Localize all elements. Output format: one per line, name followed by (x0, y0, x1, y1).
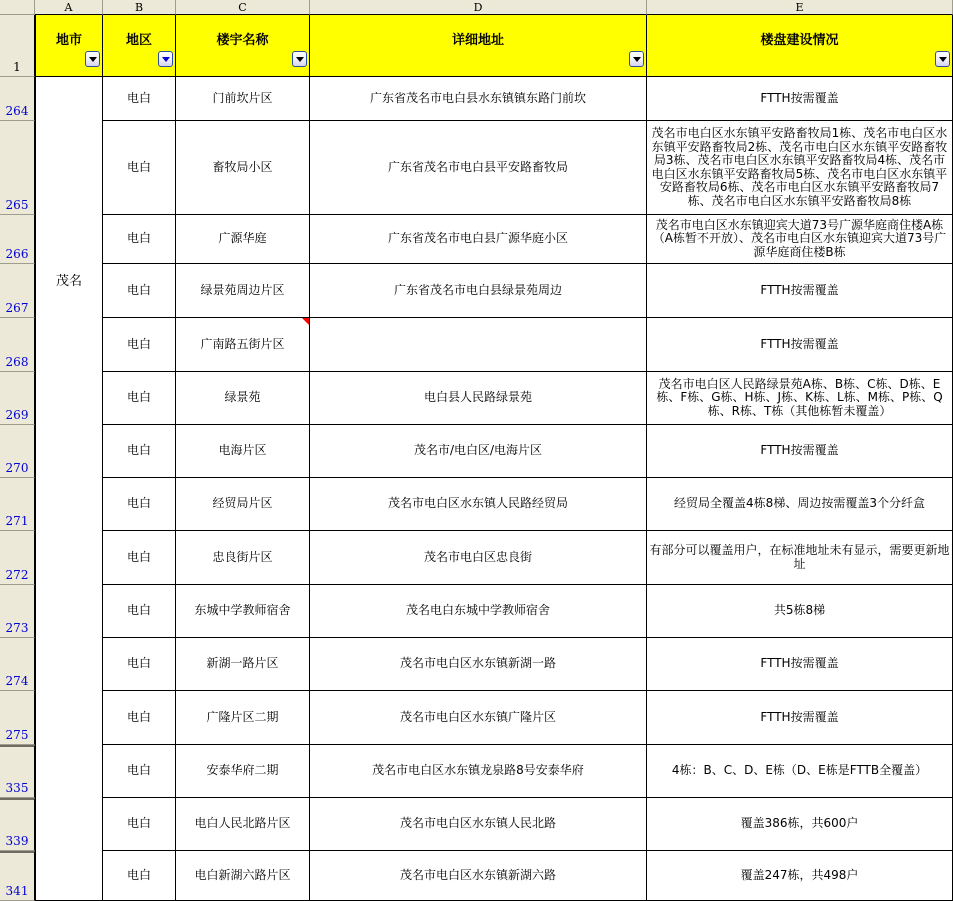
row-number[interactable]: 272 (0, 531, 35, 585)
filter-arrow-icon (296, 57, 304, 62)
header-label-building-name: 楼宇名称 (216, 33, 269, 48)
cell-address[interactable]: 茂名市/电白区/电海片区 (310, 425, 647, 478)
row-number[interactable]: 341 (0, 851, 35, 901)
cell-address[interactable]: 茂名市电白区水东镇新湖一路 (310, 638, 647, 691)
filter-arrow-icon (162, 57, 170, 62)
cell-status[interactable]: FTTH按需覆盖 (647, 691, 953, 745)
cell-district[interactable]: 电白 (103, 121, 176, 215)
header-label-city: 地市 (55, 33, 82, 48)
cell-district[interactable]: 电白 (103, 425, 176, 478)
cell-address[interactable]: 广东省茂名市电白县广源华庭小区 (310, 215, 647, 264)
cell-building-name[interactable]: 广隆片区二期 (176, 691, 310, 745)
cell-status[interactable]: FTTH按需覆盖 (647, 318, 953, 372)
cell-address[interactable]: 茂名市电白区水东镇人民路经贸局 (310, 478, 647, 531)
cell-status[interactable]: 有部分可以覆盖用户，在标准地址未有显示，需要更新地址 (647, 531, 953, 585)
header-cell-building-name[interactable] (176, 15, 310, 77)
header-label-address: 详细地址 (451, 33, 504, 48)
cell-building-name[interactable]: 经贸局片区 (176, 478, 310, 531)
cell-address[interactable]: 广东省茂名市电白县绿景苑周边 (310, 264, 647, 318)
cell-address[interactable]: 茂名市电白区水东镇龙泉路8号安泰华府 (310, 745, 647, 798)
row-number[interactable]: 275 (0, 691, 35, 745)
cell-district[interactable]: 电白 (103, 585, 176, 638)
cell-city-merged[interactable]: 茂名 (35, 77, 103, 901)
cell-status[interactable]: FTTH按需覆盖 (647, 425, 953, 478)
cell-district[interactable]: 电白 (103, 531, 176, 585)
header-label-district: 地区 (125, 33, 152, 48)
cell-status[interactable]: 覆盖247栋，共498户 (647, 851, 953, 901)
cell-building-name[interactable]: 东城中学教师宿舍 (176, 585, 310, 638)
cell-status[interactable]: 4栋：B、C、D、E栋（D、E栋是FTTB全覆盖） (647, 745, 953, 798)
cell-building-name[interactable]: 电白新湖六路片区 (176, 851, 310, 901)
filter-dropdown-address[interactable] (629, 51, 644, 67)
cell-status[interactable]: FTTH按需覆盖 (647, 77, 953, 121)
cell-building-name[interactable]: 忠良街片区 (176, 531, 310, 585)
row-number[interactable]: 274 (0, 638, 35, 691)
cell-status[interactable]: FTTH按需覆盖 (647, 638, 953, 691)
cell-address[interactable]: 电白县人民路绿景苑 (310, 372, 647, 425)
cell-district[interactable]: 电白 (103, 478, 176, 531)
cell-building-name[interactable]: 广源华庭 (176, 215, 310, 264)
cell-district[interactable]: 电白 (103, 798, 176, 851)
cell-status[interactable]: FTTH按需覆盖 (647, 264, 953, 318)
cell-district[interactable]: 电白 (103, 691, 176, 745)
row-number[interactable]: 270 (0, 425, 35, 478)
cell-building-name[interactable]: 门前坎片区 (176, 77, 310, 121)
cell-district[interactable]: 电白 (103, 638, 176, 691)
cell-building-name[interactable]: 绿景苑 (176, 372, 310, 425)
cell-district[interactable]: 电白 (103, 77, 176, 121)
cell-status[interactable]: 经贸局全覆盖4栋8梯、周边按需覆盖3个分纤盒 (647, 478, 953, 531)
header-cell-district[interactable] (103, 15, 176, 77)
header-label-status: 楼盘建设情况 (760, 33, 839, 48)
filter-arrow-icon (939, 57, 947, 62)
cell-building-name[interactable]: 电海片区 (176, 425, 310, 478)
cell-address[interactable]: 广东省茂名市电白县平安路畜牧局 (310, 121, 647, 215)
row-number[interactable]: 264 (0, 77, 35, 121)
cell-building-name[interactable]: 安泰华府二期 (176, 745, 310, 798)
cell-building-name[interactable]: 绿景苑周边片区 (176, 264, 310, 318)
cell-district[interactable]: 电白 (103, 318, 176, 372)
comment-indicator-icon (302, 318, 309, 325)
filter-dropdown-building-name[interactable] (292, 51, 307, 67)
column-header-c[interactable]: C (176, 0, 310, 15)
cell-district[interactable]: 电白 (103, 215, 176, 264)
cell-address[interactable] (310, 318, 647, 372)
row-number[interactable]: 267 (0, 264, 35, 318)
select-all-corner[interactable] (0, 0, 35, 15)
row-number[interactable]: 268 (0, 318, 35, 372)
row-number[interactable]: 339 (0, 798, 35, 851)
cell-address[interactable]: 广东省茂名市电白县水东镇镇东路门前坎 (310, 77, 647, 121)
column-header-b[interactable]: B (103, 0, 176, 15)
cell-status[interactable]: 共5栋8梯 (647, 585, 953, 638)
cell-address[interactable]: 茂名电白东城中学教师宿舍 (310, 585, 647, 638)
cell-status[interactable]: 茂名市电白区人民路绿景苑A栋、B栋、C栋、D栋、E栋、F栋、G栋、H栋、J栋、K栋、L栋、M栋、P栋、Q栋、R栋、T栋（其他栋暂未覆盖） (647, 372, 953, 425)
cell-district[interactable]: 电白 (103, 745, 176, 798)
header-cell-city[interactable] (35, 15, 103, 77)
cell-district[interactable]: 电白 (103, 264, 176, 318)
row-number-1[interactable]: 1 (0, 15, 35, 77)
cell-district[interactable]: 电白 (103, 372, 176, 425)
row-number[interactable]: 269 (0, 372, 35, 425)
cell-status[interactable]: 茂名市电白区水东镇迎宾大道73号广源华庭商住楼A栋（A栋暂不开放）、茂名市电白区水东镇迎宾大道73号广源华庭商住楼B栋 (647, 215, 953, 264)
header-cell-status[interactable] (647, 15, 953, 77)
cell-address[interactable]: 茂名市电白区忠良街 (310, 531, 647, 585)
row-number[interactable]: 273 (0, 585, 35, 638)
row-number[interactable]: 271 (0, 478, 35, 531)
cell-address[interactable]: 茂名市电白区水东镇新湖六路 (310, 851, 647, 901)
filter-dropdown-city[interactable] (85, 51, 100, 67)
row-number[interactable]: 265 (0, 121, 35, 215)
column-header-a[interactable]: A (35, 0, 103, 15)
cell-building-name[interactable]: 畜牧局小区 (176, 121, 310, 215)
cell-building-name[interactable] (176, 318, 310, 372)
header-cell-address[interactable] (310, 15, 647, 77)
cell-status[interactable]: 茂名市电白区水东镇平安路畜牧局1栋、茂名市电白区水东镇平安路畜牧局2栋、茂名市电白区水东镇平安路畜牧局3栋、茂名市电白区水东镇平安路畜牧局4栋、茂名市电白区水东镇平安路畜牧局5栋、茂名市电白区水东镇平安路畜牧局6栋、茂名市电白区水东镇平安路畜牧局7栋、茂名市电白区水东镇平安路畜牧局8栋 (647, 121, 953, 215)
cell-text: 广南路五街片区 (200, 336, 285, 351)
cell-building-name[interactable]: 电白人民北路片区 (176, 798, 310, 851)
filter-arrow-icon (89, 57, 97, 62)
filter-dropdown-status[interactable] (935, 51, 950, 67)
filter-arrow-icon (633, 57, 641, 62)
cell-address[interactable]: 茂名市电白区水东镇广隆片区 (310, 691, 647, 745)
cell-status[interactable]: 覆盖386栋，共600户 (647, 798, 953, 851)
row-number[interactable]: 266 (0, 215, 35, 264)
cell-building-name[interactable]: 新湖一路片区 (176, 638, 310, 691)
cell-address[interactable]: 茂名市电白区水东镇人民北路 (310, 798, 647, 851)
row-number[interactable]: 335 (0, 745, 35, 798)
column-header-e[interactable]: E (647, 0, 953, 15)
column-header-d[interactable]: D (310, 0, 647, 15)
cell-district[interactable]: 电白 (103, 851, 176, 901)
filter-dropdown-district[interactable] (158, 51, 173, 67)
